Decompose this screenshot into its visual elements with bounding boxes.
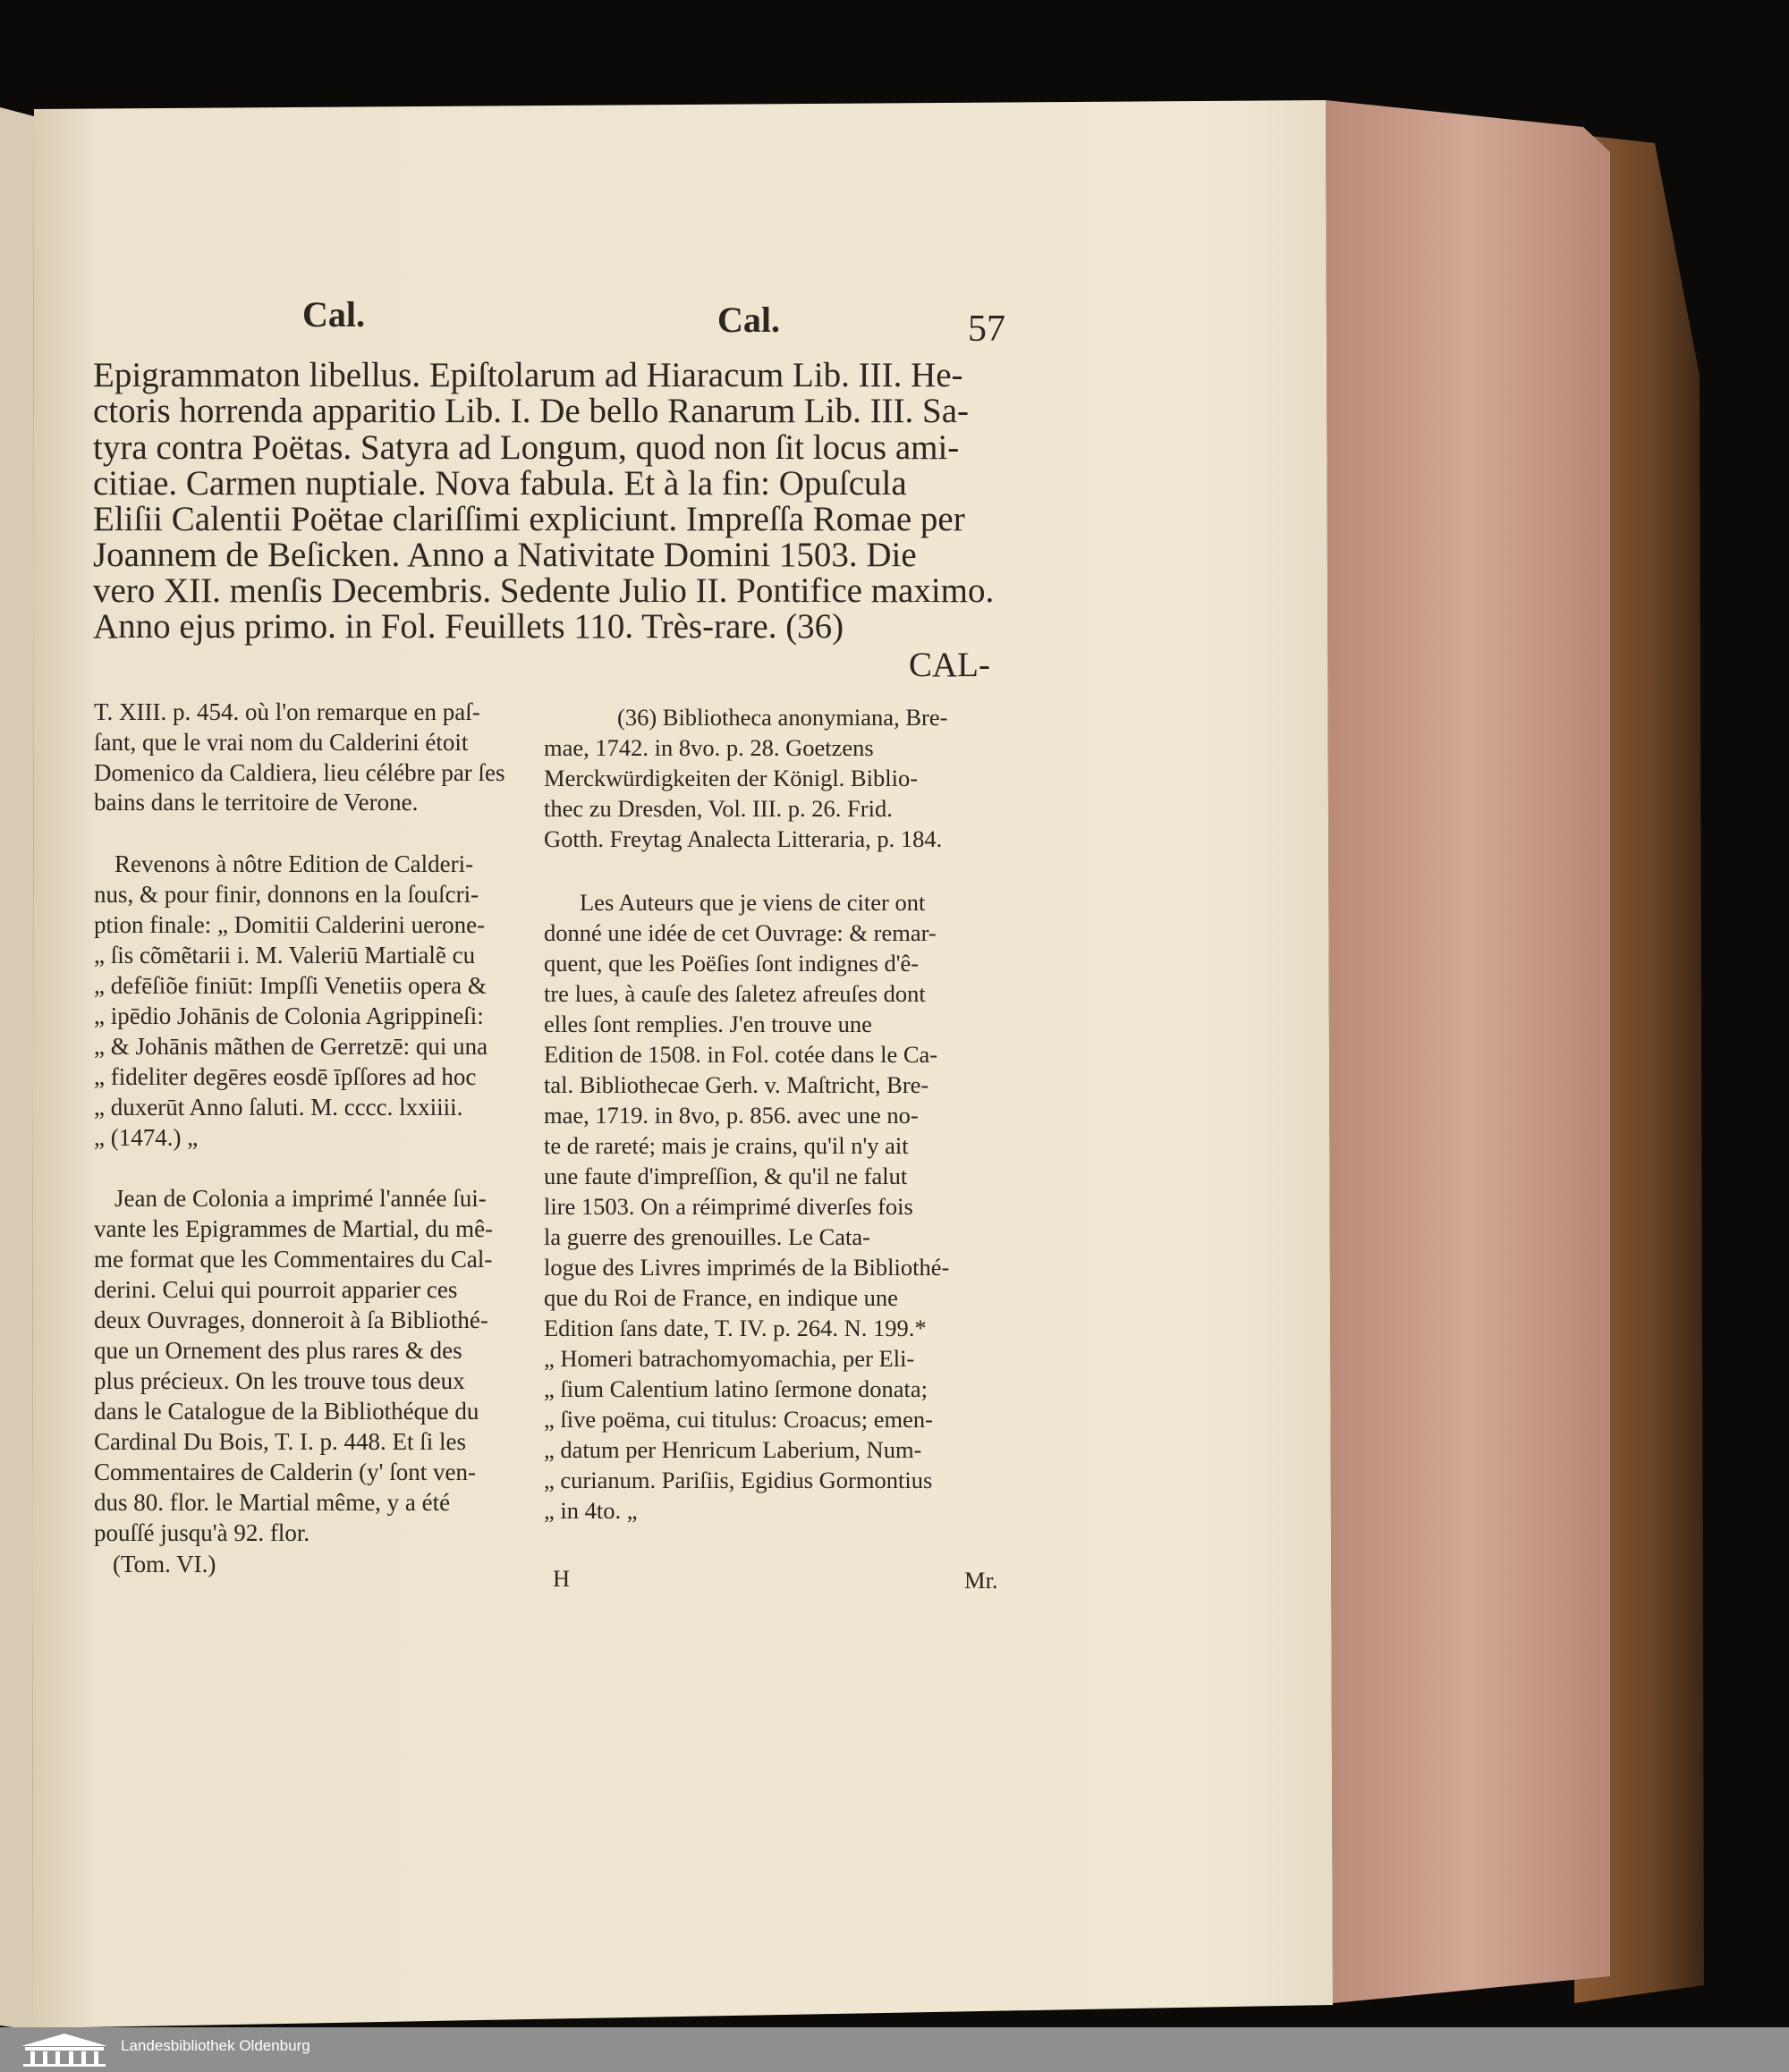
left-column-line: me format que les Commentaires du Cal-: [94, 1246, 493, 1273]
left-column-line: „ duxerūt Anno ſaluti. M. cccc. lxxiiii.: [94, 1094, 463, 1121]
right-column-line: Edition ſans date, T. IV. p. 264. N. 199.*: [544, 1315, 927, 1341]
main-text-line: Joannem de Beſicken. Anno a Nativitate Domini 1503. Die: [93, 536, 917, 574]
running-head-left: Cal.: [302, 294, 365, 334]
library-building-icon: [20, 2032, 109, 2068]
left-column-line: „ defēſiõe finiūt: Impſſi Venetiis opera &: [94, 972, 487, 999]
left-column-line: Commentaires de Calderin (y' ſont ven-: [94, 1459, 477, 1485]
right-column-line: mae, 1719. in 8vo, p. 856. avec une no-: [544, 1102, 919, 1129]
right-column-line: lire 1503. On a réimprimé diverſes fois: [544, 1193, 913, 1220]
right-column-line: „ curianum. Pariſiis, Egidius Gormontius: [544, 1467, 933, 1493]
right-column-line: donné une idée de cet Ouvrage: & remar-: [544, 919, 937, 946]
right-column-line: quent, que les Poëſies ſont indignes d'ê-: [544, 950, 920, 977]
right-column-line: la guerre des grenouilles. Le Cata-: [544, 1223, 870, 1250]
catchword-top: CAL-: [909, 646, 990, 684]
page-edges: [1326, 100, 1610, 2003]
catchword-bottom: Mr.: [964, 1567, 998, 1594]
left-column-line: plus précieux. On les trouve tous deux: [94, 1367, 465, 1394]
signature-mark: H: [553, 1565, 571, 1592]
main-text-line: Eliſii Calentii Poëtae clariſſimi expliciunt. Impreſſa Romae per: [93, 500, 965, 538]
right-column-line: elles ſont remplies. J'en trouve une: [544, 1011, 872, 1037]
right-column-line: mae, 1742. in 8vo. p. 28. Goetzens: [544, 734, 874, 761]
main-text-line: Anno ejus primo. in Fol. Feuillets 110. Très-rare. (36): [93, 607, 844, 646]
right-column-line: „ in 4to. „: [544, 1497, 638, 1524]
left-column-line: bains dans le territoire de Verone.: [94, 789, 419, 816]
left-column-line: Revenons à nôtre Edition de Calderi-: [114, 850, 474, 877]
footer-institution-label: Landesbibliothek Oldenburg: [121, 2037, 310, 2054]
left-column-line: „ fideliter degēres eosdē īpſſores ad hoc: [94, 1063, 477, 1090]
right-column-line: une faute d'impreſſion, & qu'il ne falut: [544, 1163, 908, 1189]
right-column-line: logue des Livres imprimés de la Bibliothé-: [544, 1254, 950, 1281]
right-column-line: tal. Bibliothecae Gerh. v. Maſtricht, Bre-: [544, 1071, 929, 1098]
left-column-line: dus 80. flor. le Martial même, y a été: [94, 1489, 451, 1516]
running-head-center: Cal.: [717, 300, 780, 340]
left-column-line: T. XIII. p. 454. où l'on remarque en paſ-: [94, 698, 480, 725]
right-column-line: (36) Bibliotheca anonymiana, Bre-: [617, 704, 948, 731]
left-column-line: ſant, que le vrai nom du Calderini étoit: [94, 729, 469, 756]
left-column-line: Cardinal Du Bois, T. I. p. 448. Et ſi les: [94, 1428, 466, 1455]
right-column-line: „ Homeri batrachomyomachia, per Eli-: [544, 1345, 915, 1372]
main-text-line: Epigrammaton libellus. Epiſtolarum ad Hiaracum Lib. III. He-: [93, 356, 963, 394]
main-text-line: vero XII. menſis Decembris. Sedente Julio II. Pontifice maximo.: [93, 571, 995, 610]
right-column-line: Gotth. Freytag Analecta Litteraria, p. 184.: [544, 825, 943, 852]
left-column-line: „ & Johānis mãthen de Gerretzē: qui una: [94, 1033, 488, 1060]
left-column-line: pouſſé jusqu'à 92. flor.: [94, 1519, 310, 1546]
left-column-line: „ (1474.) „: [94, 1124, 199, 1151]
left-column-line: ption finale: „ Domitii Calderini uerone-: [94, 911, 486, 938]
left-column-line: vante les Epigrammes de Martial, du mê-: [94, 1215, 494, 1242]
left-column-line: deux Ouvrages, donneroit à ſa Bibliothé-: [94, 1307, 488, 1333]
right-column-line: thec zu Dresden, Vol. III. p. 26. Frid.: [544, 795, 893, 822]
right-column-line: te de rareté; mais je crains, qu'il n'y ait: [544, 1132, 909, 1159]
left-column-line: nus, & pour finir, donnons en la ſouſcri-: [94, 881, 479, 908]
left-column-line: que un Ornement des plus rares & des: [94, 1337, 462, 1364]
main-text-line: ctoris horrenda apparitio Lib. I. De bello Ranarum Lib. III. Sa-: [93, 392, 970, 430]
right-column-line: „ ſive poëma, cui titulus: Croacus; emen-: [544, 1406, 933, 1433]
right-column-line: Merckwürdigkeiten der Königl. Biblio-: [544, 765, 919, 791]
main-text-line: tyra contra Poëtas. Satyra ad Longum, quod non ſit locus ami-: [93, 428, 960, 467]
page-number: 57: [968, 309, 1005, 350]
left-column-line: Jean de Colonia a imprimé l'année ſui-: [114, 1185, 487, 1212]
left-column-line: Domenico da Caldiera, lieu célébre par ſes: [94, 759, 505, 786]
left-column-line: „ ipēdio Johānis de Colonia Agrippineſi:: [94, 1002, 484, 1029]
right-column-line: Les Auteurs que je viens de citer ont: [580, 889, 926, 916]
right-column-line: Edition de 1508. in Fol. cotée dans le Ca-: [544, 1041, 938, 1068]
right-column-line: „ datum per Henricum Laberium, Num-: [544, 1436, 922, 1463]
right-column-line: que du Roi de France, en indique une: [544, 1284, 898, 1311]
main-text-line: citiae. Carmen nuptiale. Nova fabula. Et à la fin: Opuſcula: [93, 464, 907, 503]
left-column-line: dans le Catalogue de la Bibliothéque du: [94, 1398, 479, 1425]
right-column-line: „ ſium Calentium latino ſermone donata;: [544, 1375, 928, 1402]
left-column-line: „ ſis cõmẽtarii i. M. Valeriū Martialẽ cu: [94, 942, 476, 968]
left-page: [0, 107, 34, 2030]
signature-volume: (Tom. VI.): [113, 1551, 216, 1577]
left-column-line: derini. Celui qui pourroit apparier ces: [94, 1276, 458, 1303]
right-column-line: tre lues, à cauſe des ſaletez afreuſes dont: [544, 980, 926, 1007]
